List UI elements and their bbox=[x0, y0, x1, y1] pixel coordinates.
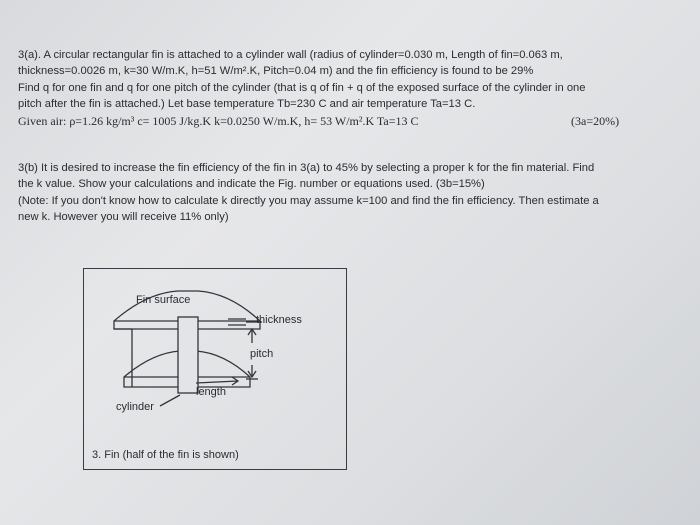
q3b-line-1: 3(b) It is desired to increase the fin efficiency of the fin in 3(a) to 45% by selecting a proper k for the fin material. Find bbox=[18, 162, 595, 174]
q3b-line-2: the k value. Show your calculations and indicate the Fig. number or equations used. (3b=15%) bbox=[18, 178, 485, 191]
q3a-line-3: Find q for one fin and q for one pitch of the cylinder (that is q of fin + q of the exposed surface of the cylinder in one bbox=[18, 81, 586, 94]
q3b-line-4: new k. However you will receive 11% only) bbox=[18, 211, 229, 224]
length-label: length bbox=[196, 386, 226, 398]
q3a-line-2: thickness=0.0026 m, k=30 W/m.K, h=51 W/m².K, Pitch=0.04 m) and the fin efficiency is found to be 29% bbox=[18, 65, 534, 78]
cylinder-label: cylinder bbox=[116, 401, 154, 413]
q3a-given-line bbox=[18, 113, 620, 129]
question-3a bbox=[18, 47, 620, 129]
figure-caption: 3. Fin (half of the fin is shown) bbox=[92, 449, 239, 461]
q3a-percent: (3a=20%) bbox=[571, 113, 620, 128]
fin-figure bbox=[83, 268, 347, 470]
fin-diagram bbox=[84, 269, 346, 469]
cylinder-rect bbox=[178, 317, 198, 393]
q3a-line-1: 3(a). A circular rectangular fin is attached to a cylinder wall (radius of cylinder=0.030 m, Length of fin=0.063 m, bbox=[18, 49, 563, 61]
fin-surface-label: Fin surface bbox=[136, 294, 191, 306]
q3a-given-air: Given air: ρ=1.26 kg/m³ c= 1005 J/kg.K k=0.0250 W/m.K, h= 53 W/m².K Ta=13 C bbox=[18, 113, 419, 128]
q3b-line-3: (Note: If you don't know how to calculate k directly you may assume k=100 and find the fin efficiency. Then estimate a bbox=[18, 194, 599, 207]
q3a-line-4: pitch after the fin is attached.) Let base temperature Tb=230 C and air temperature Ta=13 C. bbox=[18, 98, 476, 111]
pitch-label: pitch bbox=[250, 348, 274, 360]
question-3b bbox=[18, 160, 599, 226]
thickness-label: thickness bbox=[256, 314, 302, 326]
